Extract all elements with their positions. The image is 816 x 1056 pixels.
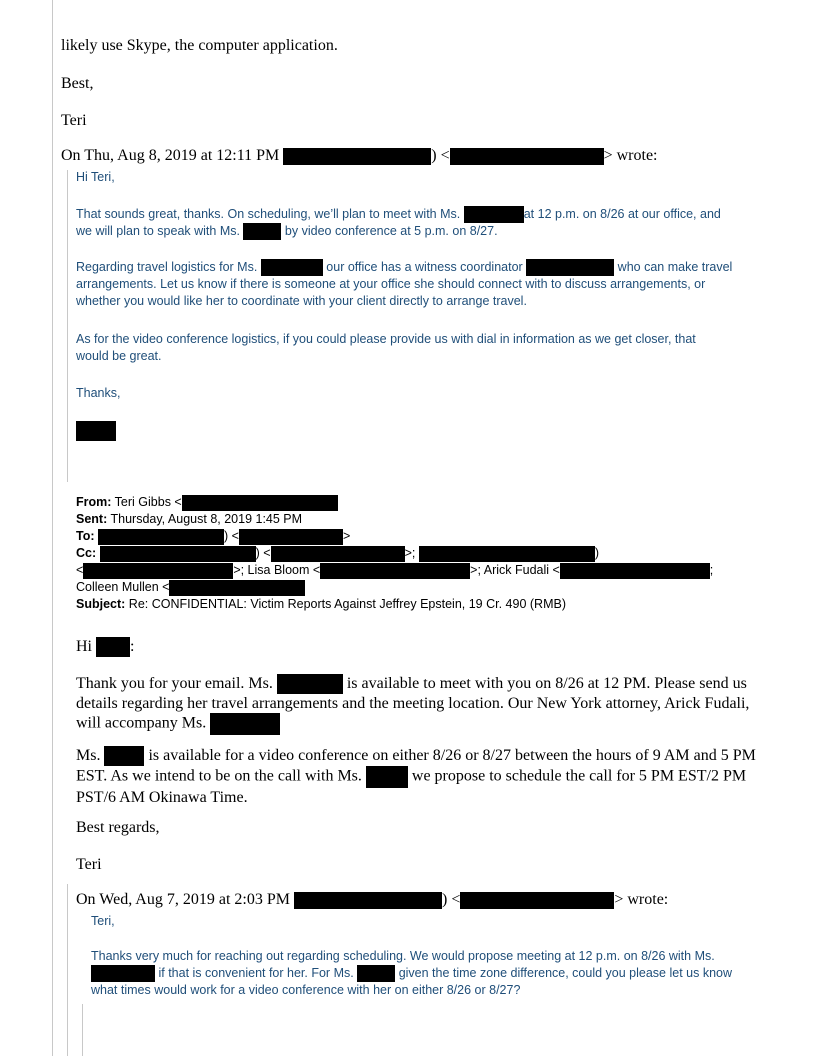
text-span: given the time zone difference, could you please let us know [398,966,732,980]
redaction-block [464,206,524,223]
quoted-paragraph [76,259,796,310]
quoted-greeting: Teri, [91,914,115,928]
quote-bar-reply1 [67,170,68,482]
text-span: who can make travel [617,260,733,274]
redaction-block [526,259,614,276]
text-span: details regarding her travel arrangements and the meeting location. Our New York attorney, Arick Fudali, [76,695,750,713]
redaction-block [277,674,343,694]
closing-text: Best regards, [76,819,160,836]
text-span: arrangements. Let us know if there is someone at your office she should connect with to discuss arrangements, or [76,277,706,292]
quoted-closing: Thanks, [76,386,121,400]
redaction-block [76,421,116,441]
text-span: Thanks very much for reaching out regarding scheduling. We would propose meeting at 12 p.m. on 8/26 with Ms. [91,949,715,963]
text-span: PST/6 AM Okinawa Time. [76,789,248,807]
to-row [76,528,806,545]
quoted-paragraph [76,331,796,365]
redaction-block [261,259,323,276]
redaction-block [210,713,280,735]
email-header-block [76,494,806,613]
cc-label: Cc: [76,546,97,560]
redaction-block [100,546,256,562]
redaction-block [560,563,710,579]
text-span: As for the video conference logistics, if you could please provide us with dial in information as we get closer, that [76,332,696,346]
signature-text: Teri [76,856,102,873]
quote-bar-reply2 [67,884,68,1056]
quoted-paragraph [76,206,796,240]
text-span: EST. As we intend to be on the call with Ms. [76,768,362,785]
attribution-separator: ) < [441,891,461,908]
email-paragraph [76,674,796,735]
quoted-paragraph [91,948,811,999]
from-row [76,494,806,511]
redaction-block [96,637,130,657]
redaction-block [320,563,470,579]
text-span: Ms. [76,747,101,764]
text-span: Thank you for your email. Ms. [76,675,273,692]
cc-arick-fudali: >; Arick Fudali < [470,563,560,577]
text-span: That sounds great, thanks. On scheduling, we’ll plan to meet with Ms. [76,207,461,221]
redaction-block [283,148,431,165]
greeting-line [76,637,134,657]
text-span: Regarding travel logistics for Ms. [76,260,258,274]
redaction-block [83,563,233,579]
from-label: From: [76,495,112,509]
body-line: likely use Skype, the computer application. [61,37,338,54]
redaction-block [98,529,224,545]
attribution-wrote: > wrote: [614,891,669,908]
attribution-date: On Thu, Aug 8, 2019 at 12:11 PM [61,147,280,164]
quote-bar-reply2-inner [82,1004,83,1056]
text-span: we will plan to speak with Ms. [76,224,240,239]
sent-label: Sent: [76,512,108,526]
reply-attribution [61,146,658,165]
attribution-wrote: > wrote: [603,147,658,164]
redaction-block [271,546,405,562]
cc-row [76,545,806,562]
from-value: Teri Gibbs < [114,495,182,509]
sent-row [76,511,806,528]
text-span: would be great. [76,349,162,363]
redaction-block [243,223,281,240]
signature-text: Teri [61,112,87,129]
email-paragraph [76,746,796,807]
redaction-block [294,892,442,909]
redaction-block [104,746,144,766]
quoted-greeting: Hi Teri, [76,170,115,184]
text-span: what times would work for a video conference with her on either 8/26 or 8/27? [91,983,521,998]
subject-row [76,596,806,613]
redaction-block [169,580,305,596]
reply-attribution [76,890,668,909]
to-label: To: [76,529,95,543]
cc-separator: ) < [255,546,271,560]
cc-open: < [76,563,84,577]
quote-bar-outer [52,0,53,1056]
text-span: Hi [76,638,92,655]
redaction-block [239,529,343,545]
attribution-separator: ) < [431,147,450,164]
to-end: > [342,529,351,543]
closing-text: Best, [61,75,94,92]
to-separator: ) < [224,529,239,543]
subject-value: Re: CONFIDENTIAL: Victim Reports Against Jeffrey Epstein, 19 Cr. 490 (RMB) [128,597,566,611]
text-span: we propose to schedule the call for 5 PM EST/2 PM [411,768,747,785]
redaction-block [357,965,395,982]
redaction-block [366,766,408,788]
sent-value: Thursday, August 8, 2019 1:45 PM [110,512,303,526]
cc-colleen-mullen: Colleen Mullen < [76,580,170,594]
attribution-date: On Wed, Aug 7, 2019 at 2:03 PM [76,891,290,908]
text-span: is available to meet with you on 8/26 at 12 PM. Please send us [346,675,747,692]
cc-row-continued [76,579,806,596]
cc-row-continued [76,562,806,579]
text-span: our office has a witness coordinator [326,260,523,274]
text-span: : [130,638,135,655]
cc-close: ) [594,546,600,560]
text-span: will accompany Ms. [76,715,207,732]
text-span: by video conference at 5 p.m. on 8/27. [284,224,498,239]
text-span: at 12 p.m. on 8/26 at our office, and [523,207,721,221]
text-span: whether you would like her to coordinate with your client directly to arrange travel. [76,294,527,309]
redaction-block [91,965,155,982]
subject-label: Subject: [76,597,126,611]
cc-separator: >; [404,546,416,560]
text-span: is available for a video conference on either 8/26 or 8/27 between the hours of 9 AM and 5 PM [148,747,756,764]
cc-lisa-bloom: >; Lisa Bloom < [233,563,321,577]
redaction-block [460,892,614,909]
text-span: if that is convenient for her. For Ms. [158,966,354,980]
redaction-block [182,495,338,511]
redaction-block [450,148,604,165]
cc-end: ; [709,563,714,577]
redaction-block [419,546,595,562]
